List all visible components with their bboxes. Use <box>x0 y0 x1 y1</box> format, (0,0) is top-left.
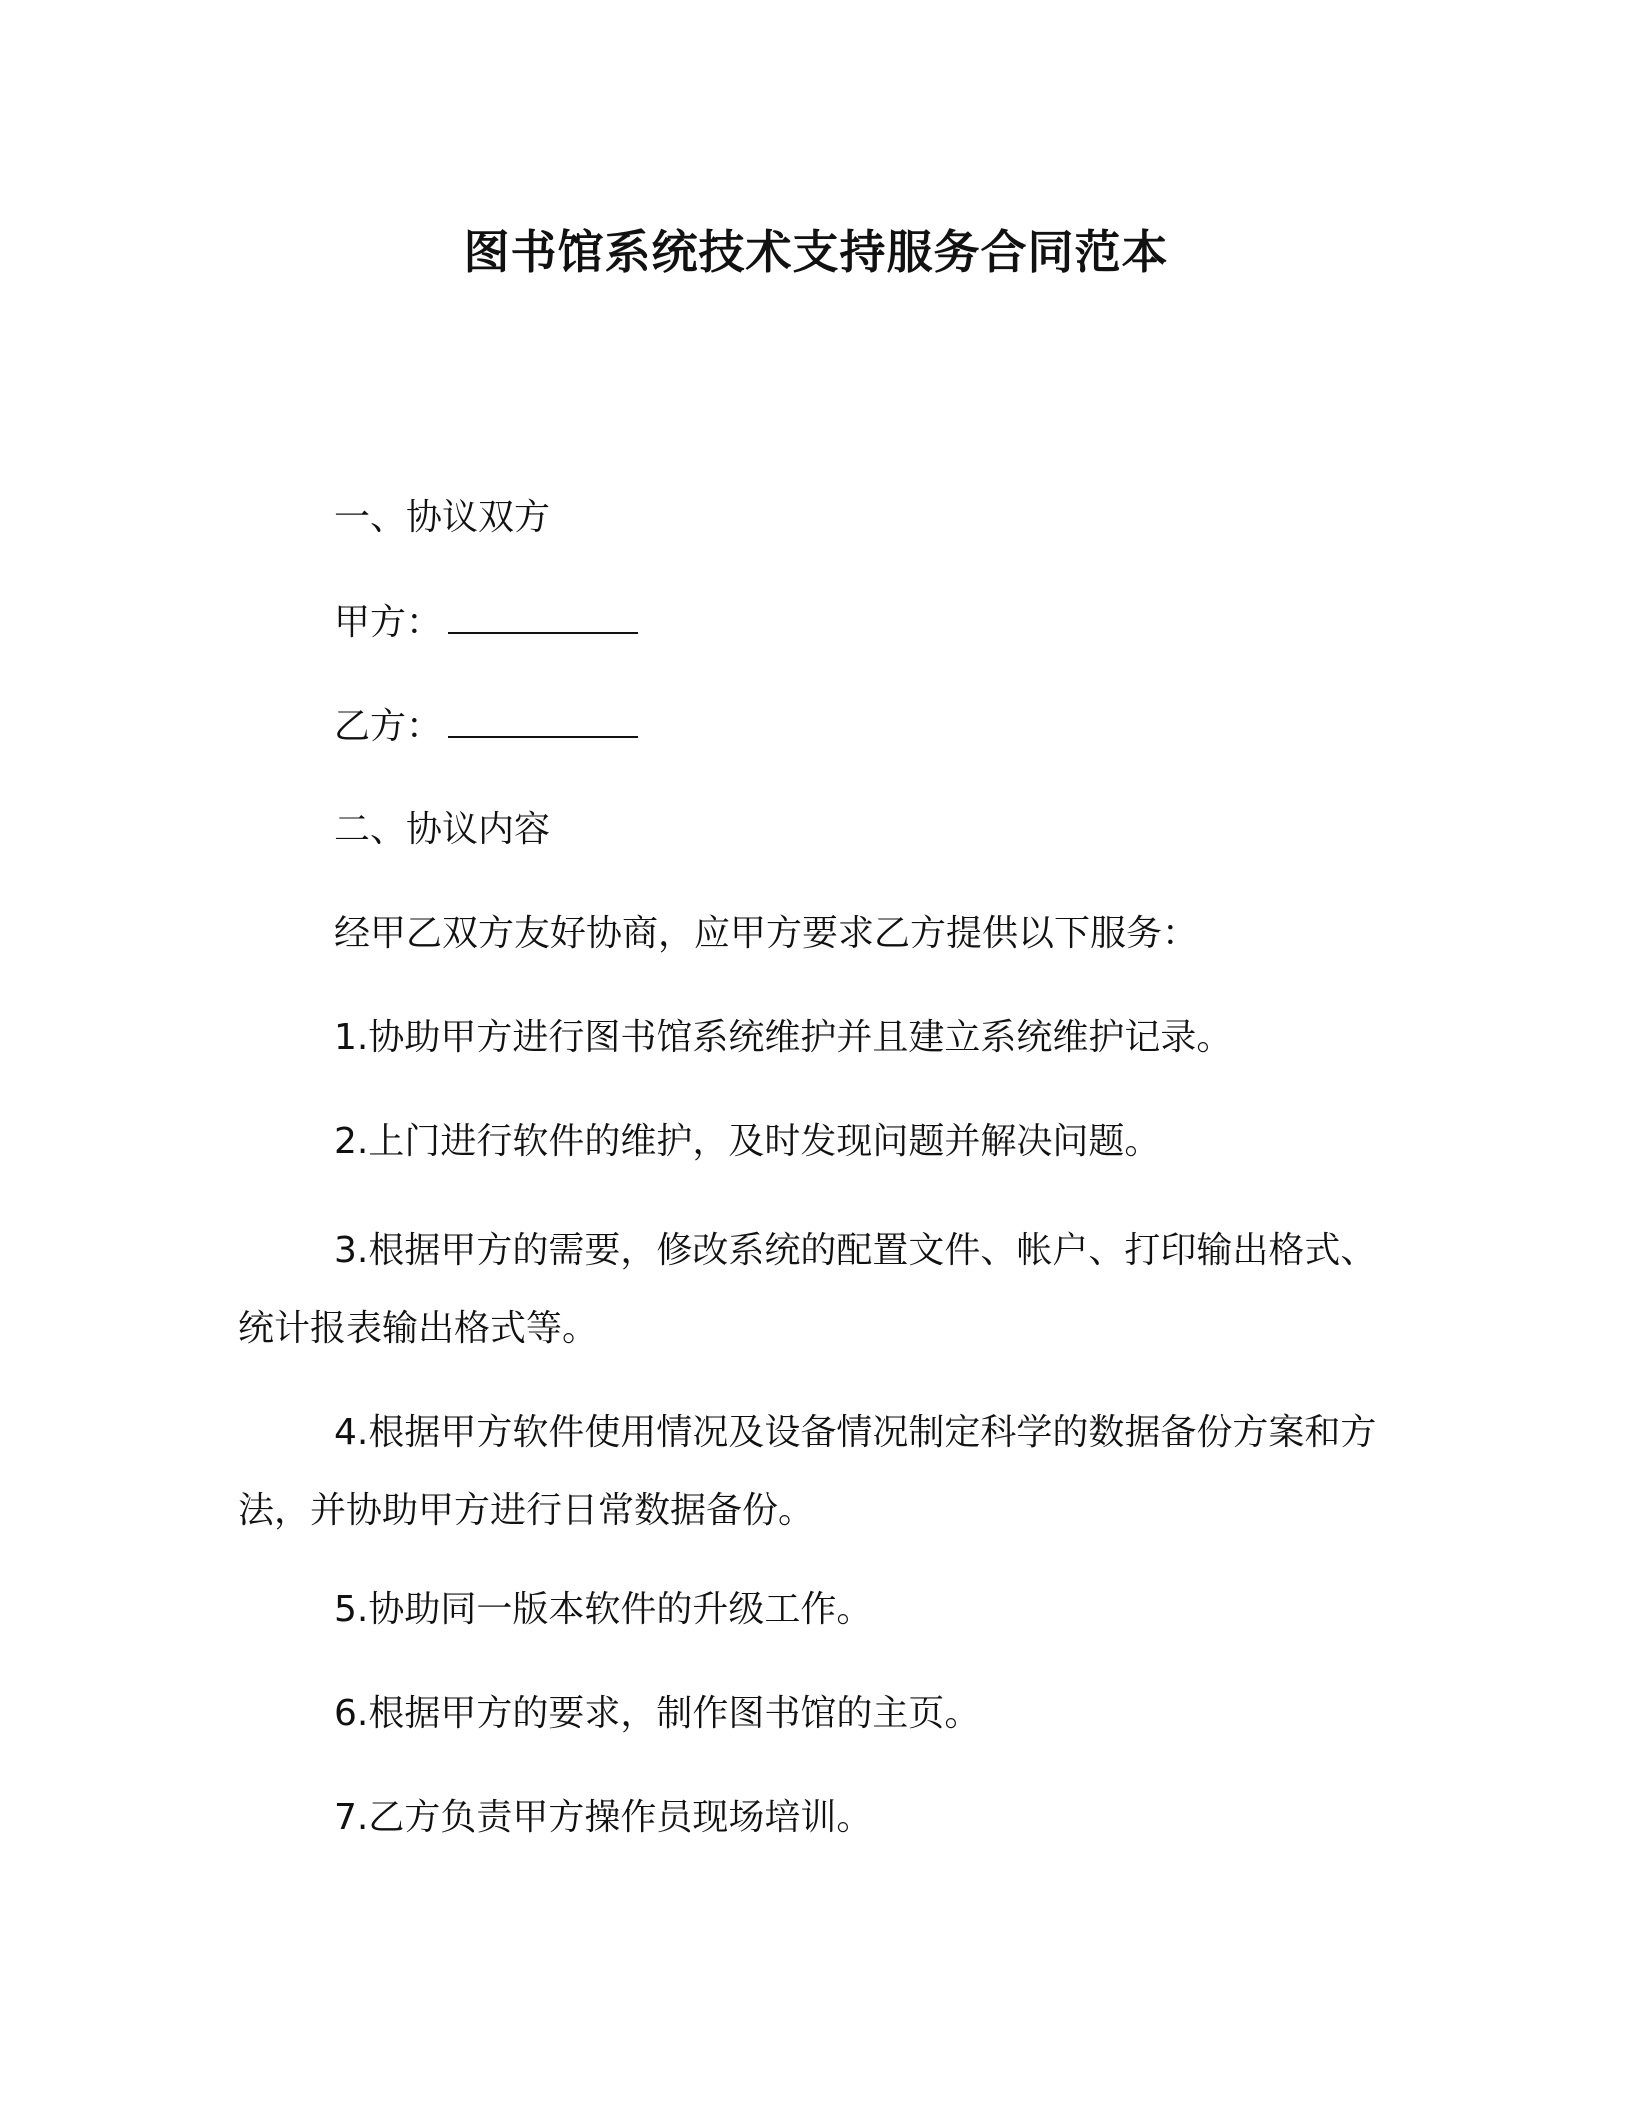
party-a-line <box>334 598 638 647</box>
list-item-4: 4.根据甲方软件使用情况及设备情况制定科学的数据备份方案和方法，并协助甲方进行日常数据备份。 <box>238 1412 1377 1531</box>
list-item-3: 3.根据甲方的需要，修改系统的配置文件、帐户、打印输出格式、统计报表输出格式等。 <box>238 1230 1377 1349</box>
list-item-6: 6.根据甲方的要求，制作图书馆的主页。 <box>334 1693 981 1734</box>
list-item-5: 5.协助同一版本软件的升级工作。 <box>334 1589 873 1630</box>
list-item-1: 1.协助甲方进行图书馆系统维护并且建立系统维护记录。 <box>334 1017 1233 1058</box>
party-a-label: 甲方： <box>334 602 443 643</box>
party-a-blank-field[interactable] <box>448 598 638 634</box>
document-title: 图书馆系统技术支持服务合同范本 <box>463 225 1169 279</box>
section-heading-content: 二、协议内容 <box>334 809 551 850</box>
section-heading-parties: 一、协议双方 <box>334 497 551 538</box>
party-b-blank-field[interactable] <box>448 702 638 738</box>
list-item-7: 7.乙方负责甲方操作员现场培训。 <box>334 1797 873 1838</box>
party-b-line <box>334 702 638 751</box>
list-item-2: 2.上门进行软件的维护，及时发现问题并解决问题。 <box>334 1121 1161 1162</box>
intro-paragraph: 经甲乙双方友好协商，应甲方要求乙方提供以下服务： <box>334 913 1199 954</box>
party-b-label: 乙方： <box>334 706 443 747</box>
